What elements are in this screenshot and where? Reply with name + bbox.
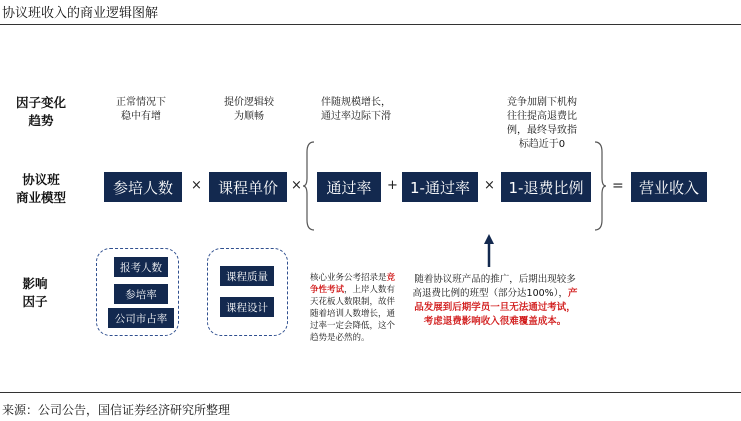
up-arrow-icon: [483, 234, 495, 268]
left-brace: [302, 140, 316, 232]
row-label-model: 协议班 商业模型: [15, 172, 66, 205]
passrate-explanation-highlight: 竞争性考试: [310, 273, 396, 295]
box-non-refund-rate: 1-退费比例: [501, 172, 591, 202]
refund-explanation-part1: 随着协议班产品的推广，后期出现较多高退费比例的班型（部分达100%），: [412, 274, 576, 299]
trend-note-participants: 正常情况下 稳中有增: [116, 97, 166, 122]
factor-training-rate: 参培率: [114, 284, 168, 304]
box-pass-rate: 通过率: [317, 172, 381, 202]
passrate-explanation: [310, 272, 402, 344]
row-label-trend: 因子变化 趋势: [15, 95, 66, 128]
operator-times-1: ×: [191, 178, 202, 193]
factor-course-quality: 课程质量: [220, 266, 274, 286]
passrate-explanation-part1: 核心业务公考招录是: [310, 273, 387, 283]
page-title: 协议班收入的商业逻辑图解: [2, 6, 159, 21]
passrate-explanation-part2: ，上岸人数有天花板人数限制，故伴随着培训人数增长，通过率一定会降低，这个趋势是必然的。: [310, 285, 396, 343]
top-divider: [0, 24, 741, 25]
box-course-price: 课程单价: [209, 172, 287, 202]
operator-plus: +: [387, 178, 398, 193]
source-note: 来源：公司公告，国信证券经济研究所整理: [2, 403, 231, 417]
trend-note-refund: 竞争加剧下机构 往往提高退费比 例，最终导致指 标趋近于0: [507, 97, 577, 150]
factor-exam-applicants: 报考人数: [114, 257, 168, 277]
factor-group-price: [207, 248, 288, 336]
box-revenue: 营业收入: [631, 172, 707, 202]
box-fail-rate: 1-通过率: [402, 172, 478, 202]
operator-times-2: ×: [291, 178, 302, 193]
refund-explanation: [410, 273, 580, 329]
trend-note-price: 提价逻辑较 为顺畅: [224, 97, 274, 122]
refund-explanation-highlight: 产品发展到后期学员一旦无法通过考试，考虑退费影响收入很难覆盖成本。: [414, 288, 578, 327]
box-participants: 参培人数: [104, 172, 182, 202]
operator-times-3: ×: [484, 178, 495, 193]
trend-note-passrate: 伴随规模增长， 通过率边际下滑: [321, 97, 391, 122]
factor-course-design: 课程设计: [220, 297, 274, 317]
operator-equals: =: [612, 178, 624, 194]
row-label-factor: 影响 因子: [22, 276, 48, 309]
bottom-divider: [0, 392, 741, 393]
factor-market-share: 公司市占率: [108, 308, 174, 328]
right-brace: [593, 140, 607, 232]
